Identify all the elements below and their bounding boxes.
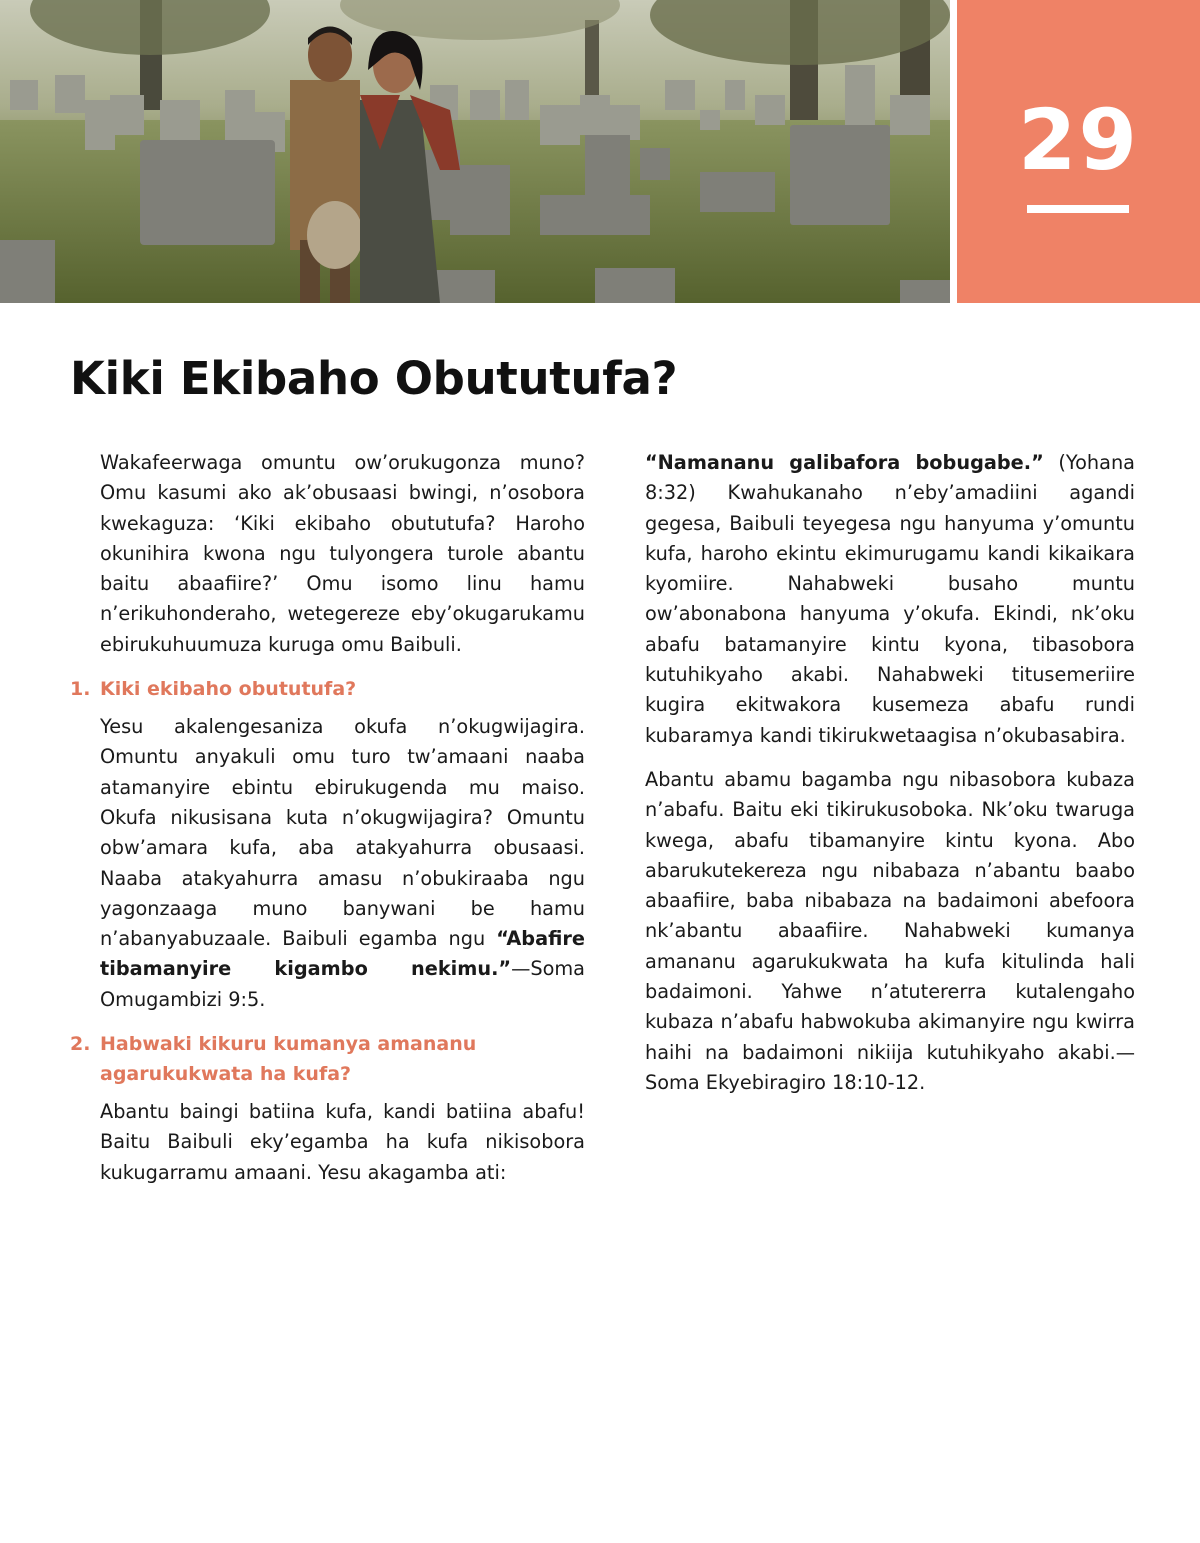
right-paragraph-2: Abantu abamu bagamba ngu nibasobora kubaza n’abafu. Baitu eki tikirukusoboka. Nk’oku twaruga kwega, abafu tibamanyire kintu kyona. Abo abarukutekereza ngu nibabaza n’abantu baabo abaafiire, baba nibabaza na badaimoni abefoora nk’abantu abaafiire. Nahabweki kumanya amananu agarukukwata ha kufa kitulinda hali badaimoni. Yahwe n’atutererra kutalengaho kubaza n’abafu habwokuba akimanyire ngu kwirra haihi na badaimoni nikiija kutuhikyaho akabi.—Soma Ekyebiragiro 18:10-12.: [645, 767, 1135, 1094]
right-quote: “Namananu galibafora bobugabe.”: [645, 451, 1044, 474]
right-paragraph-1-text: (Yohana 8:32) Kwahukanaho n’eby’amadiini agandi gegesa, Baibuli teyegesa ngu hanyuma y’omuntu kufa, haroho ekintu ekimurugamu kandi kikaikara kyomiire. Nahabweki busaho muntu ow’abonabona hanyuma y’okufa. Ekindi, nk’oku abafu batamanyire kintu kyona, tibasobora kutuhikyaho akabi. Nahabweki titusemeriire kugira ekitwakora kusemeza abafu rundi kubaramya kandi tikirukwetaagisa n’okubasabira.: [645, 451, 1135, 747]
hero-photo: [0, 0, 950, 303]
section-1-paragraph: [70, 712, 585, 1015]
intro-paragraph: Wakafeerwaga omuntu ow’orukugonza muno? Omu kasumi ako ak’obusaasi bwingi, n’osobora kwekaguza: ‘Kiki ekibaho obututufa? Haroho okunihira kwona ngu tulyongera turole abantu baitu abaafiire?’ Omu isomo linu hamu n’erikuhonderaho, wetegereze eby’okugarukamu ebirukuhuumuza kuruga omu Baibuli.: [100, 451, 585, 656]
section-2-heading: [70, 1029, 585, 1089]
section-2-title: Habwaki kikuru kumanya amananu agarukukwata ha kufa?: [100, 1033, 477, 1086]
section-2-number: 2.: [70, 1033, 91, 1056]
right-paragraph-1: [645, 448, 1135, 751]
section-1-reference[interactable]: —Soma Omugambizi 9:5.: [100, 957, 585, 1011]
section-1-text: Yesu akalengesaniza okufa n’okugwijagira. Omuntu anyakuli omu turo tw’amaani naaba atamanyire ebintu ebirukugenda mu maiso. Okufa nikusisana kuta n’okugwijagira? Omuntu obw’amara kufa, aba atakyahurra obusaasi. Naaba atakyahurra amasu n’obukiraaba ngu yagonzaaga muno banywani be hamu n’abanyabuzaale. Baibuli egamba ngu: [100, 715, 585, 951]
section-1-title: Kiki ekibaho obututufa?: [100, 678, 357, 701]
left-column: [70, 448, 585, 1202]
section-1-quote: “Abafire tibamanyire kigambo nekimu.”: [100, 927, 585, 981]
page-title: Kiki Ekibaho Obututufa?: [70, 352, 678, 405]
lesson-number-badge: [957, 0, 1200, 303]
section-2-paragraph: Abantu baingi batiina kufa, kandi batiina abafu! Baitu Baibuli eky’egamba ha kufa nikisobora kukugarramu amaani. Yesu akagamba ati:: [100, 1100, 585, 1184]
section-1-heading: [70, 674, 585, 704]
section-1-number: 1.: [70, 678, 91, 701]
right-column: [645, 448, 1135, 1112]
cemetery-illustration: [0, 0, 950, 303]
lesson-number-underline: [1027, 205, 1129, 213]
lesson-number: 29: [1018, 91, 1139, 189]
